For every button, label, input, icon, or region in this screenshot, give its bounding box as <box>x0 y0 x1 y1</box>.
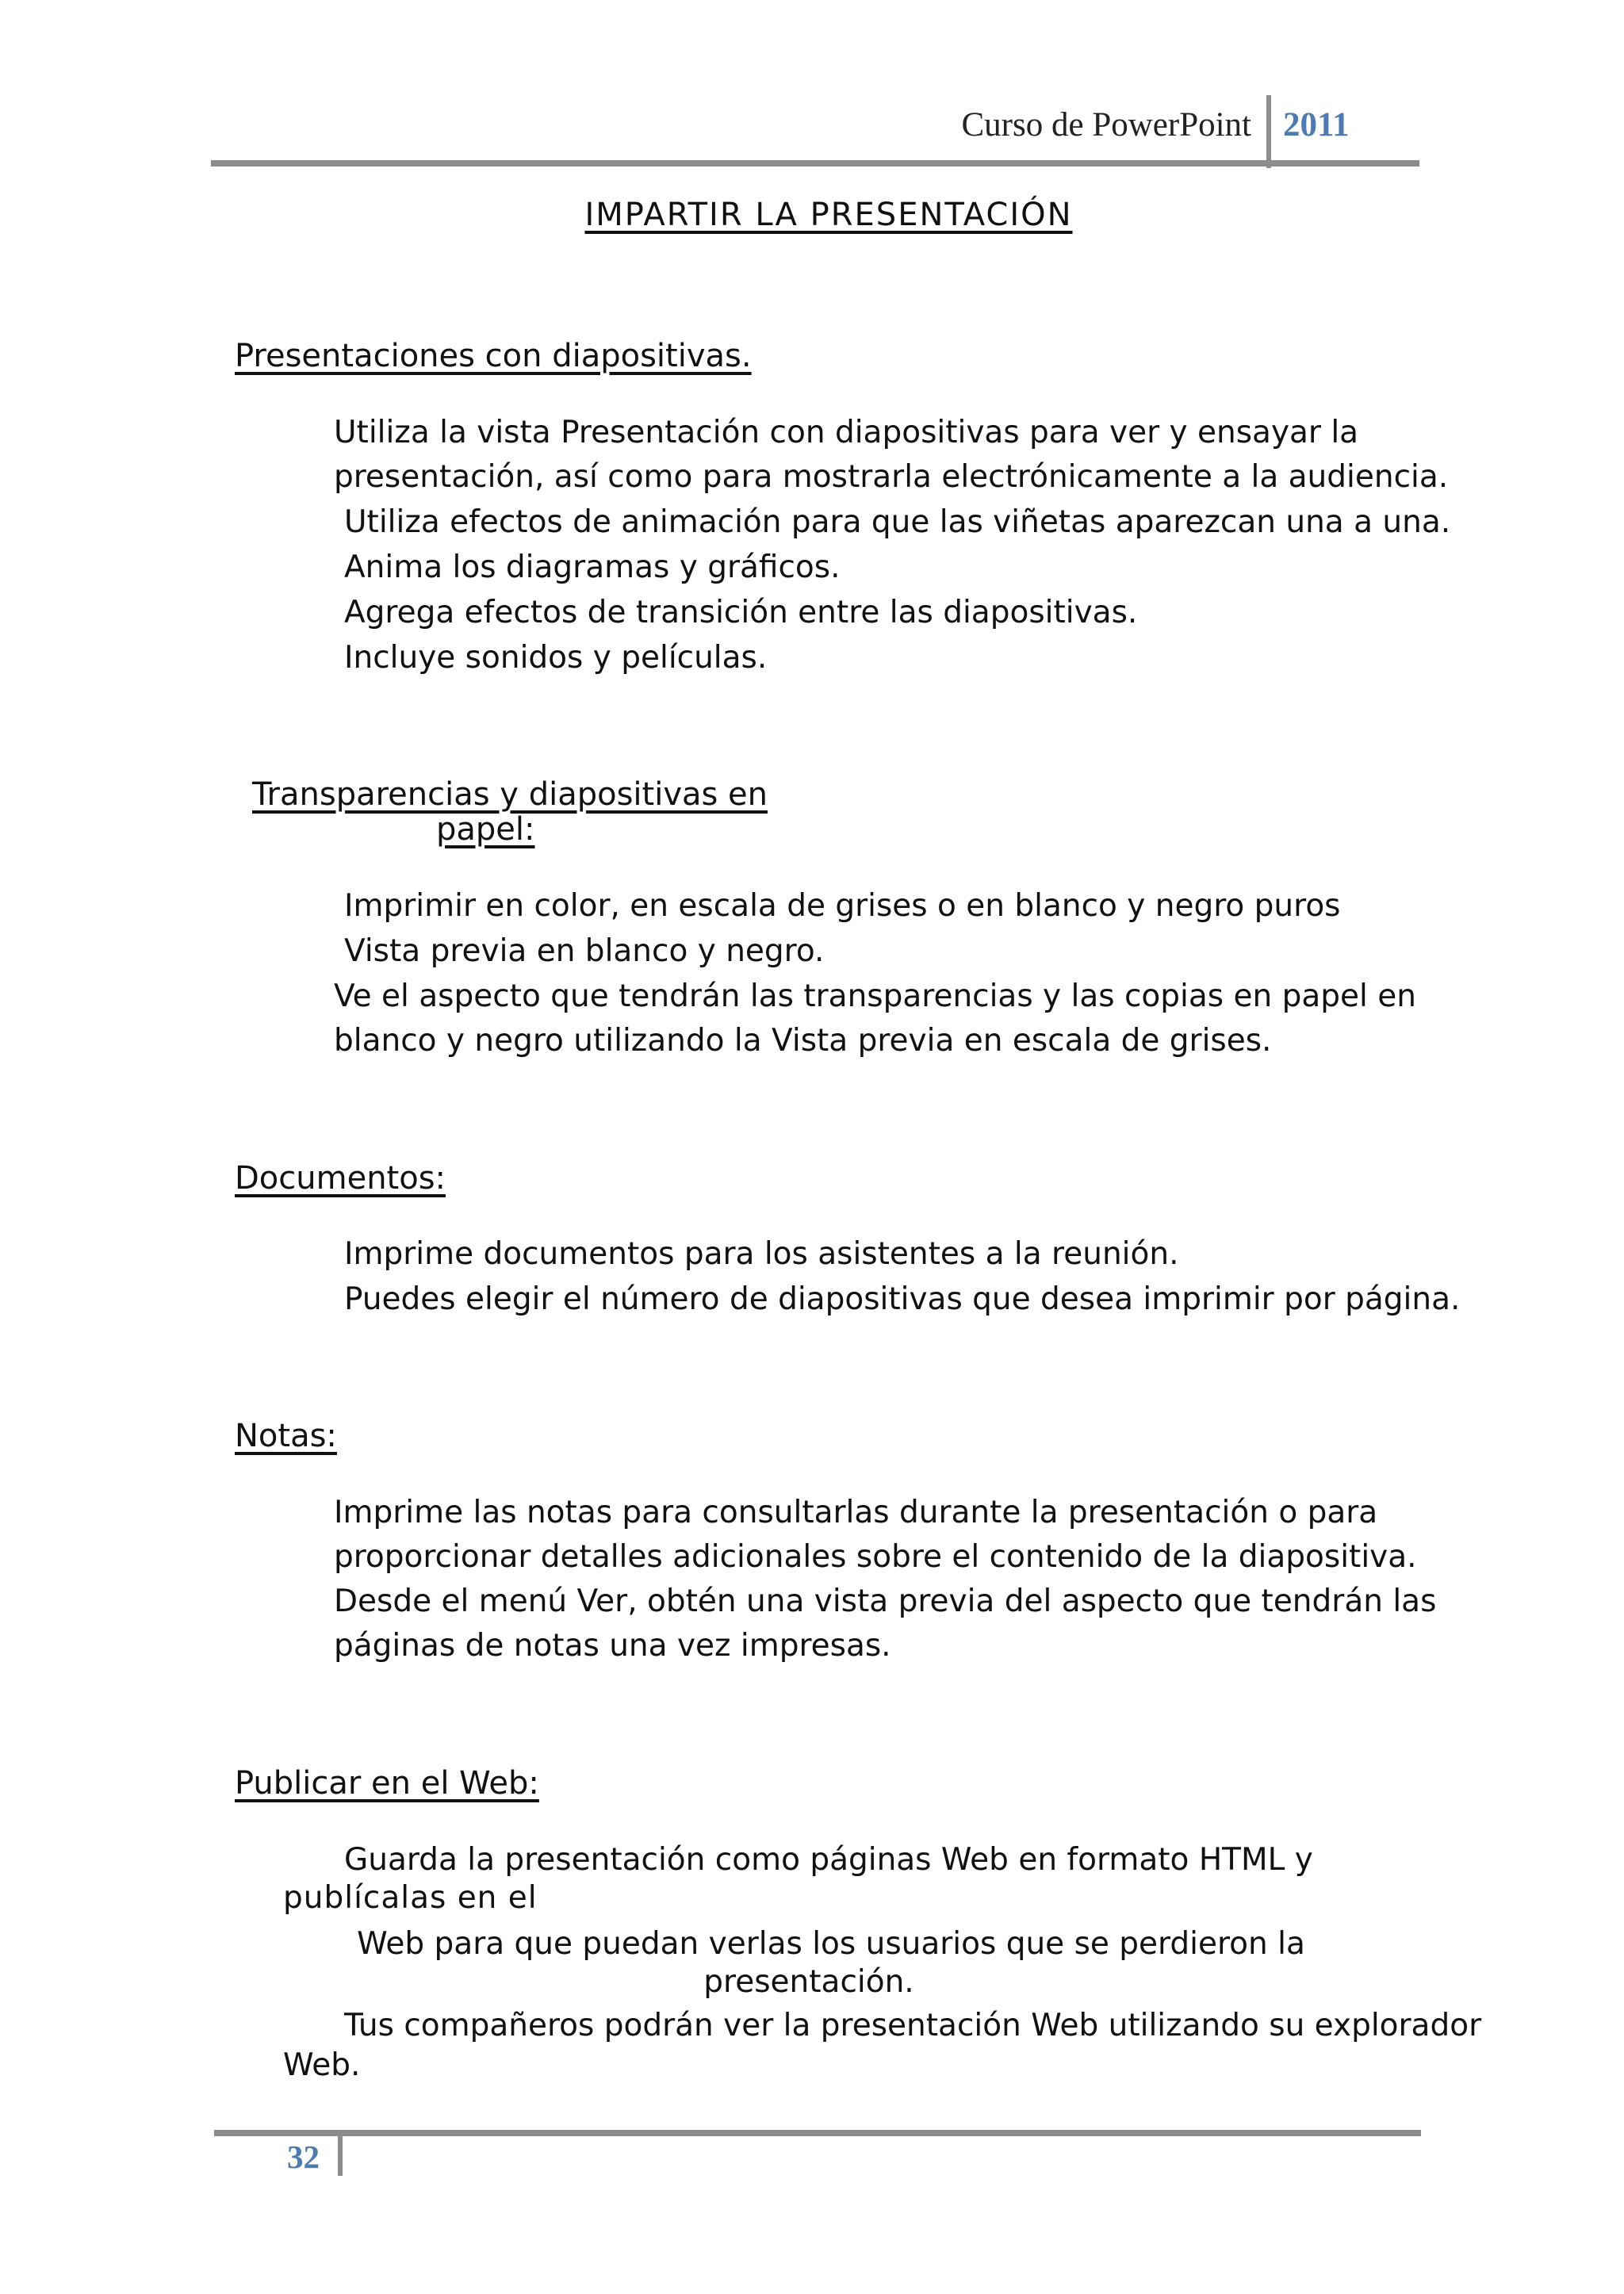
transparencias-item1: Imprimir en color, en escala de grises o en blanco y negro puros <box>344 888 1341 924</box>
header-divider <box>1266 95 1271 168</box>
notas-item2-line2: páginas de notas una vez impresas. <box>334 1628 891 1664</box>
transparencias-item3-line1: Ve el aspecto que tendrán las transparencias y las copias en papel en <box>334 978 1416 1014</box>
header-year: 2011 <box>1283 106 1350 144</box>
notas-item1-line2: proporcionar detalles adicionales sobre el contenido de la diapositiva. <box>334 1539 1417 1575</box>
presentaciones-item5: Incluye sonidos y películas. <box>344 640 768 676</box>
footer-divider <box>338 2133 343 2176</box>
header-title: Curso de PowerPoint <box>961 106 1251 144</box>
header-rule <box>211 160 1419 167</box>
presentaciones-item1-line1: Utiliza la vista Presentación con diapositivas para ver y ensayar la <box>334 415 1359 450</box>
documentos-item1: Imprime documentos para los asistentes a la reunión. <box>344 1236 1179 1272</box>
transparencias-item3-line2: blanco y negro utilizando la Vista previa en escala de grises. <box>334 1023 1272 1059</box>
presentaciones-item2: Utiliza efectos de animación para que las viñetas aparezcan una a una. <box>344 504 1451 540</box>
section-heading-publicar: Publicar en el Web: <box>235 1765 539 1802</box>
footer-rule <box>214 2130 1421 2136</box>
section-heading-presentaciones: Presentaciones con diapositivas. <box>235 338 752 374</box>
notas-item1-line1: Imprime las notas para consultarlas durante la presentación o para <box>334 1495 1378 1530</box>
section-heading-transparencias-line1: Transparencias y diapositivas en <box>252 776 768 813</box>
presentaciones-item4: Agrega efectos de transición entre las diapositivas. <box>344 595 1138 630</box>
presentaciones-item1-line2: presentación, así como para mostrarla electrónicamente a la audiencia. <box>334 459 1449 495</box>
publicar-item1-line4: presentación. <box>703 1964 914 2000</box>
presentaciones-item3: Anima los diagramas y gráficos. <box>344 550 841 585</box>
page-number: 32 <box>287 2139 320 2175</box>
publicar-item2-line2: Web. <box>283 2047 361 2083</box>
notas-item2-line1: Desde el menú Ver, obtén una vista previa del aspecto que tendrán las <box>334 1584 1437 1619</box>
page-title: IMPARTIR LA PRESENTACIÓN <box>584 197 1073 233</box>
section-heading-transparencias-line2: papel: <box>436 811 535 848</box>
section-heading-documentos: Documentos: <box>235 1160 446 1197</box>
publicar-item1-line1: Guarda la presentación como páginas Web en formato HTML y <box>344 1842 1313 1878</box>
publicar-item1-line2: publícalas en el <box>283 1880 538 1916</box>
publicar-item1-line3: Web para que puedan verlas los usuarios que se perdieron la <box>357 1926 1305 1962</box>
section-heading-notas: Notas: <box>235 1418 337 1454</box>
transparencias-item2: Vista previa en blanco y negro. <box>344 933 825 969</box>
publicar-item2-line1: Tus compañeros podrán ver la presentación Web utilizando su explorador <box>344 2008 1482 2043</box>
documentos-item2: Puedes elegir el número de diapositivas que desea imprimir por página. <box>344 1281 1461 1317</box>
